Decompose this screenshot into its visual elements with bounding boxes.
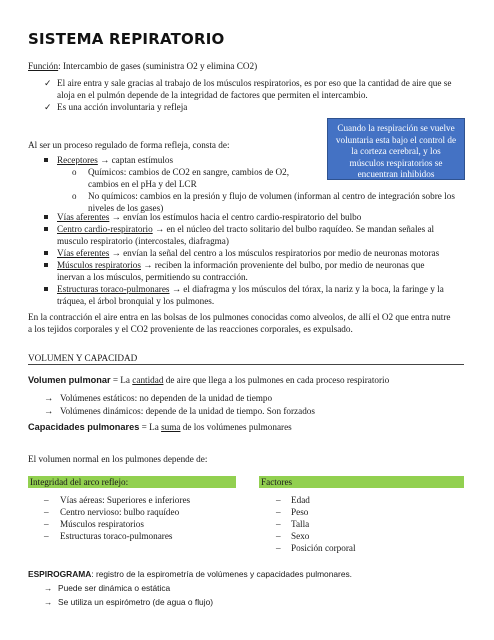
section-divider [28,364,464,365]
component-musculos-cont: inervan a los músculos, permitiendo su contracción. [57,272,248,282]
capacidades-line [28,421,292,433]
component-label: Músculos respiratorios [57,260,141,270]
component-vias-aferentes [57,211,361,223]
arrow-icon: → [44,393,54,403]
component-text: → reciben la información proveniente del bulbo, por medio de neuronas que [140,260,425,270]
dash-icon: – [276,531,281,541]
receptores-line [57,154,173,166]
component-label: Centro cardio-respiratorio [57,224,153,234]
capacidades-pre: = La [139,422,162,432]
receptores-sub-1: Químicos: cambios de CO2 en sangre, cambios de O2, [88,167,290,177]
volumen-item-2: Volúmenes dinámicos: depende de la unidad de tiempo. Son forzados [60,406,315,416]
espirograma-text: : registro de la espirometría de volúmenes y capacidades pulmonares. [91,569,352,579]
component-centro [57,223,434,235]
component-musculos [57,259,424,271]
dash-icon: – [44,507,49,517]
capacidades-post: de los volúmenes pulmonares [180,422,292,432]
funcion-text: : Intercambio de gases (suministra O2 y elimina CO2) [58,61,258,71]
check-item-1: El aire entra y sale gracias al trabajo de los músculos respiratorios, es por eso que la cantidad de aire que se [57,78,452,88]
dash-icon: – [276,543,281,553]
dash-icon: – [44,531,49,541]
square-bullet-icon [44,251,48,255]
check-icon: ✓ [44,78,52,88]
factores-item: Peso [291,507,309,517]
volumen-underlined: cantidad [132,375,164,385]
square-bullet-icon [44,263,48,267]
volumen-post: de aire que llega a los pulmones en cada proceso respiratorio [163,375,390,385]
integridad-item: Músculos respiratorios [60,519,144,529]
receptores-sub-2-cont: niveles de los gases) [88,203,164,213]
espirograma-line [28,568,352,580]
component-text: → envían los estímulos hacia el centro cardio-respiratorio del bulbo [109,212,362,222]
circle-bullet-icon: o [72,191,77,201]
square-bullet-icon [44,287,48,291]
contraccion-line-2: a los tejidos corporales y el CO2 proveniente de las reacciones corporales, es expulsado. [28,324,353,334]
espirograma-item-2: Se utiliza un espirómetro (de agua o flujo) [58,597,214,607]
normal-text: El volumen normal en los pulmones depende de: [28,454,208,464]
dash-icon: – [44,519,49,529]
integridad-item: Centro nervioso: bulbo raquídeo [60,507,180,517]
factores-item: Posición corporal [291,543,356,553]
component-text: → el diafragma y los músculos del tórax, la nariz y la boca, la faringe y la [169,284,444,294]
volumen-label: Volumen pulmonar [28,375,111,385]
component-text: → envían la señal del centro a los músculos respiratorios por medio de neuronas motoras [109,248,440,258]
factores-item: Edad [291,495,310,505]
integridad-item: Vías aéreas: Superiores e inferiores [60,495,191,505]
component-label: Vías eferentes [57,248,110,258]
component-estructuras-cont: tráquea, el árbol bronquial y los pulmones. [57,296,215,306]
espirograma-item-1: Puede ser dinámica o estática [58,583,171,593]
section-heading: VOLUMEN Y CAPACIDAD [28,353,138,363]
factores-item: Talla [291,519,310,529]
square-bullet-icon [44,227,48,231]
component-label: Estructuras toraco-pulmonares [57,284,170,294]
check-icon: ✓ [44,102,52,112]
espirograma-label: ESPIROGRAMA [28,569,92,579]
page-title: SISTEMA REPIRATORIO [28,30,225,48]
funcion-label: Función [28,61,59,71]
square-bullet-icon [44,158,48,162]
arrow-icon: → [44,583,53,593]
arrow-icon: → [44,597,53,607]
component-centro-cont: musculo respiratorio (intercostales, diafragma) [57,236,229,246]
intro-text: Al ser un proceso regulado de forma refleja, consta de: [28,140,230,150]
check-item-1-cont: aloja en el pulmón depende de la integridad de factores que permiten el intercambio. [57,90,368,100]
contraccion-line-1: En la contracción el aire entra en las bolsas de los pulmones conocidas como alveolos, de allí el O2 que entra nutre [28,312,451,322]
component-estructuras [57,283,444,295]
volumen-line [28,374,389,386]
component-text: → en el núcleo del tracto solitario del bulbo raquídeo. Se mandan señales al [152,224,435,234]
dash-icon: – [276,495,281,505]
dash-icon: – [276,519,281,529]
component-vias-eferentes [57,247,439,259]
arrow-icon: → [44,406,54,416]
capacidades-underlined: suma [161,422,181,432]
check-item-2: Es una acción involuntaria y refleja [57,102,188,112]
receptores-sub-2: No químicos: cambios en la presión y flujo de volumen (informan al centro de integración sobre los [88,191,455,201]
dash-icon: – [276,507,281,517]
funcion-line [28,60,257,72]
integridad-item: Estructuras toraco-pulmonares [60,531,173,541]
factores-item: Sexo [291,531,310,541]
capacidades-label: Capacidades pulmonares [28,422,140,432]
factores-header: Factores [261,477,293,487]
circle-bullet-icon: o [72,167,77,177]
volumen-item-1: Volúmenes estáticos: no dependen de la unidad de tiempo [60,393,273,403]
dash-icon: – [44,495,49,505]
receptores-label: Receptores [57,155,98,165]
receptores-sub-1-cont: cambios en el pHa y del LCR [88,179,197,189]
square-bullet-icon [44,215,48,219]
volumen-pre: = La [110,375,133,385]
callout-box: Cuando la respiración se vuelve voluntaria esta bajo el control de la corteza cerebral, y los músculos respiratorios se encuentran inhibidos [327,118,465,180]
integridad-header: Integridad del arco reflejo: [30,477,129,487]
receptores-text: → captan estímulos [97,155,174,165]
component-label: Vías aferentes [57,212,110,222]
